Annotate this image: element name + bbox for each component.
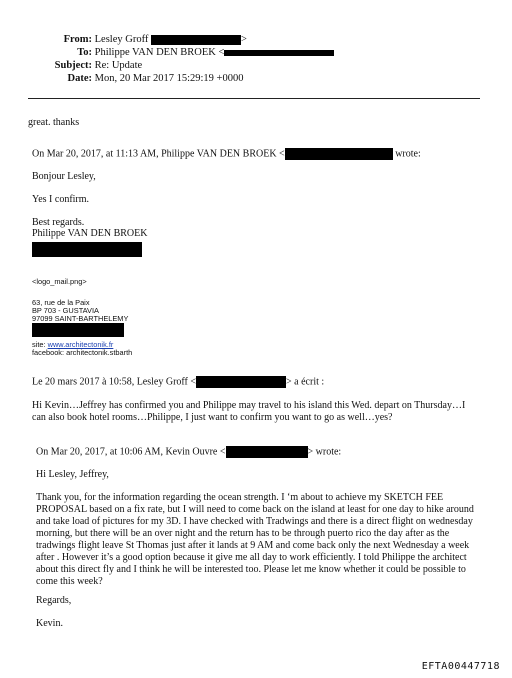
quote1-line: Yes I confirm.: [32, 194, 90, 205]
site-link[interactable]: www.architectonik.fr: [47, 340, 114, 349]
header-from: [36, 34, 247, 45]
to-value: Philippe VAN DEN BROEK: [94, 47, 216, 58]
signature-site: site: www.architectonik.fr: [32, 340, 114, 349]
redaction-block: [151, 35, 241, 45]
quote3-body: Thank you, for the information regarding the ocean strength. I ‘m about to achieve my SKETCH FEE PROPOSAL based on a fix rate, but I will need to come back on the island at least for one day to hike around and take load of pictures for my 3D. I have checked with Tradwings and there is a direct flight on wednesday morning, but there will be an over night and the return has to be through puerto rico the day after as the tradwings flight leave St Thomas just after it lands at 9 AM and come back only the next Wednesday a week after . However it’s a good option because it give me all day to work efficiently. I told Philippe the architect about this direct fly and I think he will be interested too. Please let me know whether it could be possible to come this week?: [36, 492, 474, 587]
redaction-block: [32, 242, 142, 257]
signature-facebook: facebook: architectonik.stbarth: [32, 348, 133, 357]
redaction-block: [224, 50, 334, 56]
to-label: To:: [77, 47, 92, 58]
from-value: Lesley Groff: [94, 34, 149, 45]
reply-text: great. thanks: [28, 117, 80, 128]
quote1-greeting: Bonjour Lesley,: [32, 171, 96, 182]
quote3-signoff: Kevin.: [36, 618, 63, 629]
redaction-block: [32, 323, 124, 337]
subject-value: Re: Update: [94, 60, 143, 71]
signature-address-2: BP 703 - GUSTAVIA: [32, 306, 99, 315]
date-label: Date:: [67, 73, 92, 84]
from-label: From:: [63, 34, 92, 45]
quote3-greeting: Hi Lesley, Jeffrey,: [36, 469, 109, 480]
quote1-name: Philippe VAN DEN BROEK: [32, 228, 148, 239]
header-to: To: Philippe VAN DEN BROEK <: [36, 47, 334, 58]
redaction-block: [285, 148, 393, 160]
quote1-closing: Best regards.: [32, 217, 85, 228]
quote3-regards: Regards,: [36, 595, 72, 606]
redaction-block: [226, 446, 308, 458]
header-subject: [36, 60, 142, 71]
signature-address-1: 63, rue de la Paix: [32, 298, 90, 307]
header-date: [36, 73, 243, 84]
from-close: >: [241, 34, 247, 45]
header-divider: [28, 98, 480, 99]
bates-number: EFTA00447718: [421, 661, 500, 672]
quote3-attribution: On Mar 20, 2017, at 10:06 AM, Kevin Ouvre < > wrote:: [36, 446, 342, 458]
quote2-body: Hi Kevin…Jeffrey has confirmed you and Philippe may travel to his island this Wed. depart on Thursday…I can also book hotel rooms…Philippe, I just want to confirm you want to go as well…yes?: [32, 400, 466, 423]
quote1-attribution: On Mar 20, 2017, at 11:13 AM, Philippe VAN DEN BROEK < wrote:: [32, 148, 421, 160]
signature-logo: <logo_mail.png>: [32, 277, 87, 286]
quote2-attribution: Le 20 mars 2017 à 10:58, Lesley Groff < > a écrit :: [32, 376, 325, 388]
redaction-block: [196, 376, 286, 388]
date-value: Mon, 20 Mar 2017 15:29:19 +0000: [94, 73, 244, 84]
subject-label: Subject:: [54, 60, 92, 71]
signature-address-3: 97099 SAINT-BARTHELEMY: [32, 314, 129, 323]
